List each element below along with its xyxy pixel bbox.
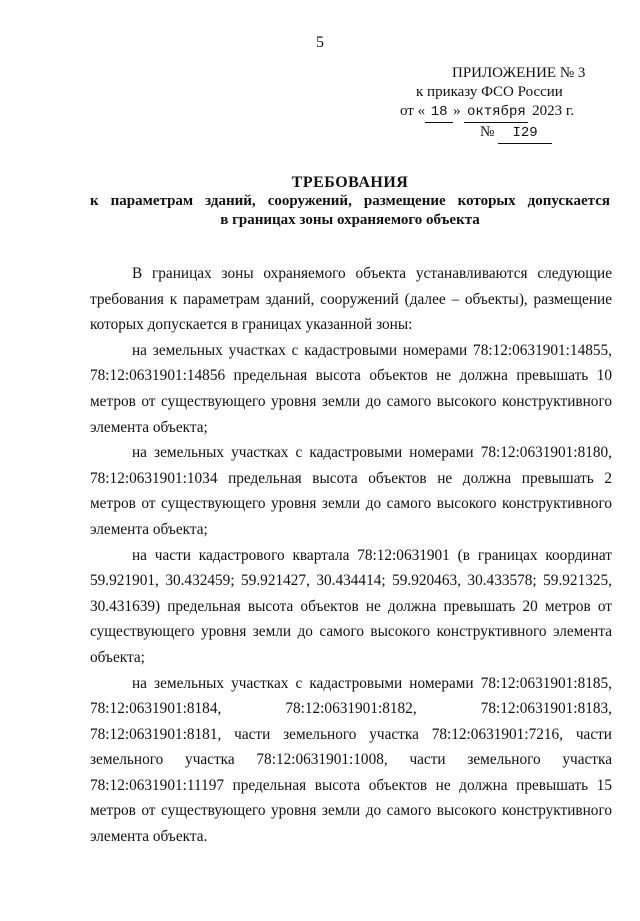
paragraph-requirement-3: на части кадастрового квартала 78:12:0631901 (в границах координат 59.921901, 30.432459; 59.921427, 30.434414; 59.920463, 30.433578; 59.921325, 30.431639) предельная высота объектов не должна превышать 20 метров от существующего уровня земли до самого высокого конструктивного элемента объекта; xyxy=(90,546,612,666)
date-day: 18 xyxy=(425,103,453,123)
date-prefix: от « xyxy=(400,103,426,119)
date-mid: » xyxy=(453,103,461,119)
number-value: I29 xyxy=(498,124,552,144)
appendix-order-line: к приказу ФСО России xyxy=(416,84,563,100)
appendix-number-line xyxy=(400,123,620,144)
appendix-block xyxy=(400,64,620,144)
appendix-title: ПРИЛОЖЕНИЕ № 3 xyxy=(452,65,586,81)
document-body xyxy=(90,261,612,850)
paragraph-requirement-4: на земельных участках с кадастровыми номерами 78:12:0631901:8185, 78:12:0631901:8184, 78:12:0631901:8182, 78:12:0631901:8183, 78:12:0631901:8181, части земельного участка 78:12:0631901:7216, части земельного участка 78:12:0631901:1008, части земельного участка 78:12:0631901:11197 предельная высота объектов не должна превышать 15 метров от существующего уровня земли до самого высокого конструктивного элемента объекта. xyxy=(90,674,612,846)
date-year: 2023 г. xyxy=(532,103,575,119)
appendix-date-line xyxy=(400,102,620,123)
document-subtitle-line1: к параметрам зданий, сооружений, размещение которых допускается xyxy=(90,193,610,209)
date-month: октября xyxy=(464,103,528,123)
paragraph-requirement-1: на земельных участках с кадастровыми номерами 78:12:0631901:14855, 78:12:0631901:14856 предельная высота объектов не должна превышать 10 метров от существующего уровня земли до самого высокого конструктивного элемента объекта; xyxy=(90,341,612,436)
paragraph-intro: В границах зоны охраняемого объекта устанавливаются следующие требования к параметрам зданий, сооружений (далее – объекты), размещение которых допускается в границах указанной зоны: xyxy=(90,265,612,334)
document-subtitle-line2: в границах зоны охраняемого объекта xyxy=(220,212,480,228)
number-prefix: № xyxy=(480,124,495,140)
paragraph-requirement-2: на земельных участках с кадастровыми номерами 78:12:0631901:8180, 78:12:0631901:1034 предельная высота объектов не должна превышать 2 метров от существующего уровня земли до самого высокого конструктивного элемента объекта; xyxy=(90,444,612,538)
page-number: 5 xyxy=(316,34,324,51)
document-title xyxy=(90,173,610,230)
document-heading: ТРЕБОВАНИЯ xyxy=(291,174,409,191)
